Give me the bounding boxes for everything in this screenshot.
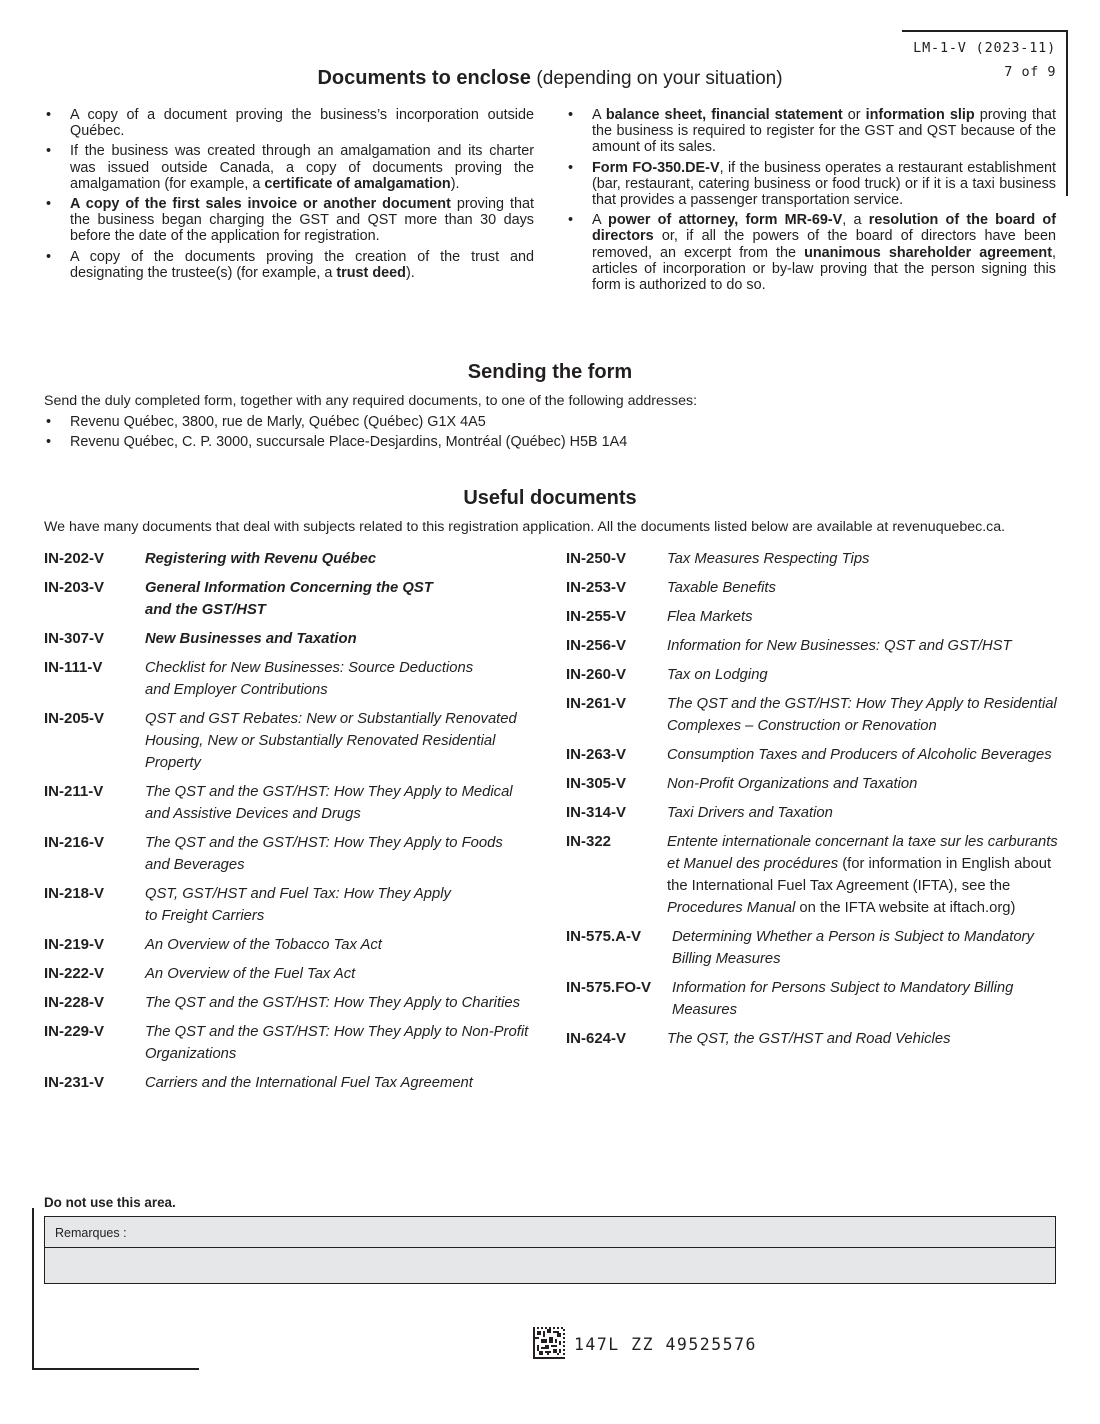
enclose-item (566, 160, 1056, 209)
doc-row (44, 1072, 534, 1094)
doc-title: Carriers and the International Fuel Tax Agreement (145, 1075, 473, 1091)
enclose-item-bold: trust deed (336, 264, 406, 281)
doc-code: IN-216-V (44, 834, 105, 851)
doc-code: IN-307-V (44, 630, 105, 647)
doc-code: IN-305-V (566, 775, 627, 792)
enclose-item-text: A (592, 107, 606, 123)
enclose-item-post: ). (405, 264, 415, 281)
useful-title: Useful documents (463, 487, 637, 509)
title-normal: (depending on your situation) (536, 68, 783, 89)
enclose-item (566, 212, 1056, 293)
doc-code: IN-202-V (44, 550, 105, 567)
doc-code: IN-228-V (44, 994, 105, 1011)
doc-row (44, 781, 534, 825)
doc-row (44, 963, 534, 985)
enclose-item-bold: Form FO-350.DE-V (592, 159, 720, 176)
enclose-item-pre: A copy of the documents proving the creation of the trust and designating the trustee(s) (for example, a (70, 248, 534, 281)
doc-note-italic: Procedures Manual (667, 900, 796, 916)
doc-code: IN-314-V (566, 804, 627, 821)
doc-code: IN-575.A-V (566, 928, 642, 945)
useful-intro-text: We have many documents that deal with subjects related to this registration application. All the documents listed below are available at (44, 519, 893, 535)
doc-row (44, 548, 534, 570)
doc-code: IN-111-V (44, 659, 103, 676)
doc-row (44, 1021, 534, 1065)
doc-title: General Information Concerning the QST and the GST/HST (145, 580, 433, 618)
remarks-box (44, 1216, 1056, 1248)
doc-code: IN-231-V (44, 1074, 105, 1091)
doc-title: Information for Persons Subject to Mandatory Billing Measures (672, 980, 1014, 1018)
doc-row (44, 883, 534, 927)
doc-title: Taxable Benefits (667, 580, 776, 596)
doc-row (566, 744, 1061, 766)
enclose-item (44, 143, 534, 192)
page-number: 7 of 9 (1004, 64, 1056, 80)
doc-code: IN-263-V (566, 746, 627, 763)
useful-intro-site[interactable]: revenuquebec.ca (892, 519, 1002, 535)
enclose-item-bold: resolution of the board of directors (592, 212, 1056, 245)
doc-title: Flea Markets (667, 609, 753, 625)
enclose-item-text: or, if all the powers of the board of directors have been removed, an excerpt from the (592, 228, 1056, 261)
doc-code: IN-203-V (44, 579, 105, 596)
address-list (44, 414, 944, 454)
doc-title: Consumption Taxes and Producers of Alcoholic Beverages (667, 747, 1052, 763)
doc-title: Non-Profit Organizations and Taxation (667, 776, 918, 792)
documents-to-enclose-title (0, 67, 1100, 90)
useful-intro-end: . (1001, 519, 1006, 535)
barcode-number: 147L ZZ 49525576 (574, 1335, 757, 1354)
doc-code: IN-222-V (44, 965, 105, 982)
useful-docs-right (566, 548, 1061, 1057)
useful-intro (44, 518, 1074, 536)
doc-title: The QST, the GST/HST and Road Vehicles (667, 1031, 951, 1047)
doc-row (566, 606, 1061, 628)
doc-row (44, 992, 534, 1014)
enclose-left-list (44, 107, 534, 285)
doc-title: The QST and the GST/HST: How They Apply to Non-Profit Organizations (145, 1024, 529, 1062)
enclose-item-bold: balance sheet, financial statement (605, 107, 843, 123)
doc-row (566, 664, 1061, 686)
enclose-item-bold: unanimous shareholder agreement (804, 244, 1053, 261)
useful-docs-left (44, 548, 534, 1101)
doc-row (566, 831, 1061, 919)
doc-row (566, 773, 1061, 795)
doc-title: New Businesses and Taxation (145, 631, 357, 647)
doc-row (44, 832, 534, 876)
doc-row (566, 1028, 1061, 1050)
enclose-item-pre: If the business was created through an amalgamation and its charter was issued outside Canada, a copy of documents proving the amalgamation (for example, a (70, 143, 534, 192)
sending-title: Sending the form (467, 361, 633, 383)
doc-title: Tax on Lodging (667, 667, 768, 683)
doc-title: Information for New Businesses: QST and GST/HST (667, 638, 1012, 654)
doc-code: IN-211-V (44, 783, 104, 800)
doc-title: An Overview of the Tobacco Tax Act (145, 937, 382, 953)
enclose-item-post: ). (450, 175, 460, 192)
office-area-label: Do not use this area. (44, 1195, 176, 1210)
enclose-item-text: or (842, 107, 866, 123)
doc-row (44, 577, 534, 621)
doc-code: IN-256-V (566, 637, 627, 654)
enclose-item (566, 107, 1056, 156)
doc-row (566, 802, 1061, 824)
doc-code: IN-260-V (566, 666, 627, 683)
doc-code: IN-205-V (44, 710, 105, 727)
form-code: LM-1-V (2023-11) (913, 40, 1056, 56)
doc-title-text: Entente internationale concernant la taxe sur les carburants et Manuel des procédures (667, 834, 1058, 872)
doc-title: The QST and the GST/HST: How They Apply to Residential Complexes – Construction or Renovation (667, 696, 1057, 734)
doc-row (566, 926, 1061, 970)
enclose-item-text: , if the business operates a restaurant establishment (bar, restaurant, catering business or food truck) or if it is a taxi business that provides a passenger transportation service. (592, 159, 1056, 209)
doc-title: Registering with Revenu Québec (145, 551, 377, 567)
office-area-vline (32, 1208, 34, 1370)
enclose-item-text: proving that the business is required to register for the GST and QST because of the amount of its sales. (592, 107, 1056, 156)
title-bold: Documents to enclose (317, 67, 531, 89)
header-frame-top (902, 30, 1068, 32)
doc-row (566, 577, 1061, 599)
doc-row (566, 693, 1061, 737)
doc-row (44, 934, 534, 956)
doc-title: QST and GST Rebates: New or Substantially Renovated Housing, New or Substantially Renovated Residential Property (145, 711, 517, 771)
doc-note: on the IFTA website at iftach.org) (795, 900, 1016, 916)
datamatrix-barcode-icon (533, 1327, 565, 1359)
doc-title: The QST and the GST/HST: How They Apply to Charities (145, 995, 520, 1011)
doc-code: IN-322 (566, 833, 612, 850)
doc-row (44, 628, 534, 650)
doc-code: IN-218-V (44, 885, 105, 902)
doc-code: IN-255-V (566, 608, 627, 625)
enclose-item-bold: power of attorney, form MR-69-V (608, 212, 843, 229)
enclose-item-text: , a (842, 212, 869, 229)
doc-code: IN-250-V (566, 550, 627, 567)
doc-note: (for information in English about the International Fuel Tax Agreement (IFTA), see the (667, 856, 1052, 894)
doc-title: The QST and the GST/HST: How They Apply to Medical and Assistive Devices and Drugs (145, 784, 513, 822)
remarks-field (44, 1248, 1056, 1284)
doc-code: IN-219-V (44, 936, 105, 953)
enclose-right-list (566, 107, 1056, 297)
enclose-item-bold: certificate of amalgamation (264, 175, 451, 192)
doc-title: QST, GST/HST and Fuel Tax: How They Apply to Freight Carriers (145, 886, 451, 924)
doc-code: IN-229-V (44, 1023, 105, 1040)
doc-row (566, 635, 1061, 657)
enclose-item (44, 249, 534, 281)
address-item: • Revenu Québec, 3800, rue de Marly, Québec (Québec) G1X 4A5 (44, 414, 944, 430)
enclose-item-text: , articles of incorporation or by-law proving that the person signing this form is authorized to do so. (592, 244, 1057, 294)
doc-code: IN-253-V (566, 579, 627, 596)
doc-title: Checklist for New Businesses: Source Deductions and Employer Contributions (145, 660, 474, 698)
doc-row (566, 977, 1061, 1021)
doc-title: Determining Whether a Person is Subject to Mandatory Billing Measures (672, 929, 1034, 967)
remarks-label: Remarques : (55, 1226, 127, 1240)
sending-intro: Send the duly completed form, together with any required documents, to one of the following addresses: (44, 393, 698, 409)
doc-title: Tax Measures Respecting Tips (667, 551, 870, 567)
doc-row (566, 548, 1061, 570)
address-item: • Revenu Québec, C. P. 3000, succursale Place-Desjardins, Montréal (Québec) H5B 1A4 (44, 434, 944, 450)
enclose-item-bold: A copy of the first sales invoice or another document (70, 196, 451, 213)
doc-title: Taxi Drivers and Taxation (667, 805, 833, 821)
enclose-item-post: proving that the business began charging the GST and QST more than 30 days before the date of the application for registration. (70, 196, 534, 245)
doc-code: IN-624-V (566, 1030, 627, 1047)
doc-row (44, 708, 534, 774)
office-area-hline (32, 1368, 199, 1370)
enclose-item-text: A (592, 212, 609, 229)
doc-title: An Overview of the Fuel Tax Act (145, 966, 356, 982)
doc-title (667, 831, 1061, 919)
enclose-item-pre: A copy of a document proving the business’s incorporation outside Québec. (70, 107, 534, 140)
enclose-item-bold: information slip (865, 107, 975, 123)
doc-code: IN-575.FO-V (566, 979, 652, 996)
enclose-item (44, 107, 534, 139)
enclose-item (44, 196, 534, 245)
doc-row (44, 657, 534, 701)
doc-title: The QST and the GST/HST: How They Apply to Foods and Beverages (145, 835, 503, 873)
header-frame-right (1066, 30, 1068, 196)
doc-code: IN-261-V (566, 695, 627, 712)
